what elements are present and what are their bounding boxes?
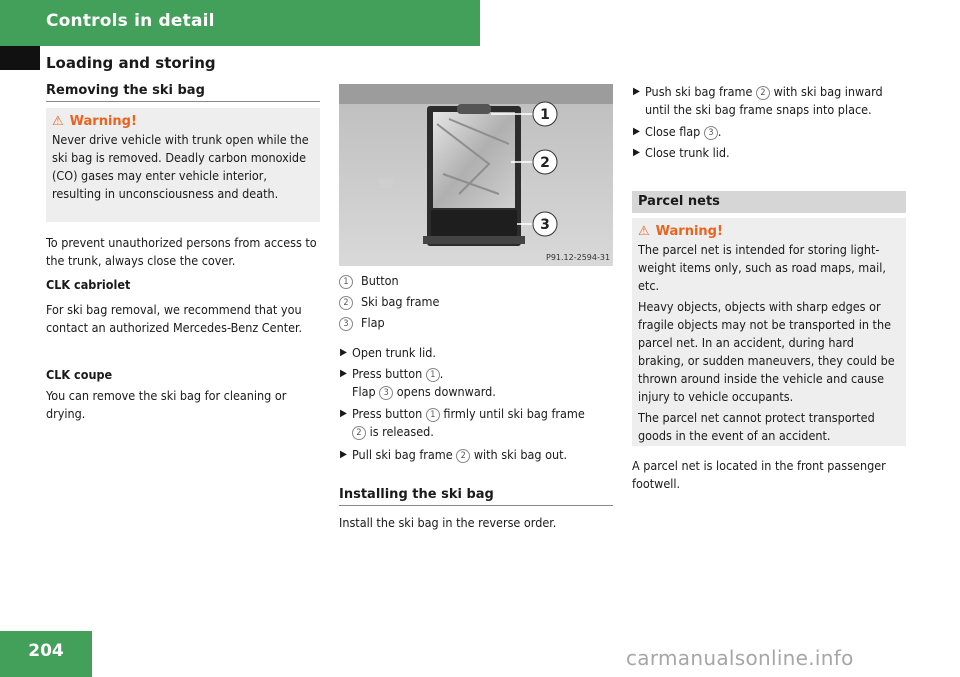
- callout-1: [533, 102, 557, 126]
- heading-removing-ski-bag: Removing the ski bag: [46, 83, 320, 102]
- callout-3: [533, 212, 557, 236]
- warning-triangle-icon: ⚠: [52, 114, 64, 129]
- warning-text: The parcel net is intended for storing light-weight items only, such as road maps, mail, etc.: [638, 242, 886, 293]
- step-close-trunk: ▶ Close trunk lid.: [633, 145, 730, 160]
- svg-text:1: 1: [540, 107, 550, 123]
- coupe-title: CLK coupe: [46, 367, 113, 382]
- watermark: carmanualsonline.info: [626, 646, 854, 670]
- step-pull-frame: ▶ Pull ski bag frame 2 with ski bag out.: [340, 447, 568, 462]
- ski-bag-photo: [339, 84, 613, 266]
- chapter-title: Controls in detail: [46, 11, 215, 31]
- warning-title: ⚠ Warning!: [638, 224, 723, 239]
- step-close-flap: ▶ Close flap 3 .: [633, 124, 722, 139]
- page-number-box: [0, 631, 92, 677]
- heading-installing-ski-bag: Installing the ski bag: [339, 487, 613, 506]
- svg-text:2: 2: [540, 155, 550, 171]
- cabriolet-text: For ski bag removal, we recommend that you contact an authorized Mercedes-Benz Center.: [46, 302, 303, 335]
- warning-text: Never drive vehicle with trunk open while the ski bag is removed. Deadly carbon monoxide (CO) gases may enter vehicle interior, resulting in unconsciousness and death.: [52, 132, 309, 201]
- step-press-firmly: ▶ Press button 1 firmly until ski bag frame 2 is released.: [340, 406, 585, 439]
- legend-item: 2 Ski bag frame: [339, 293, 439, 311]
- warning-box-parcel: [632, 218, 906, 446]
- figure-code: P91.12-2594-31: [546, 253, 611, 262]
- parcel-net-text: A parcel net is located in the front passenger footwell.: [632, 458, 886, 491]
- legend-item: 3 Flap: [339, 314, 385, 332]
- coupe-text: You can remove the ski bag for cleaning or drying.: [46, 388, 287, 421]
- warning-box-co: [46, 108, 320, 222]
- section-marker: [0, 46, 40, 70]
- chapter-header-bar: [0, 0, 480, 46]
- page-number: 204: [28, 641, 64, 661]
- legend-item: 1 Button: [339, 272, 399, 290]
- warning-text: Heavy objects, objects with sharp edges or fragile objects may not be transported in the parcel net. In an accident, during hard braking, or sudden maneuvers, they could be thrown around inside the vehicle and cause injury to vehicle occupants.: [638, 299, 895, 404]
- warning-triangle-icon: ⚠: [638, 224, 650, 239]
- step-press-button: ▶ Press button 1 . Flap 3 opens downward.: [340, 366, 496, 399]
- callout-2: [533, 150, 557, 174]
- warning-title: ⚠ Warning!: [52, 114, 137, 129]
- step-open-trunk: ▶ Open trunk lid.: [340, 345, 436, 360]
- cabriolet-title: CLK cabriolet: [46, 277, 131, 292]
- svg-text:3: 3: [540, 217, 550, 233]
- install-text: Install the ski bag in the reverse order.: [339, 515, 557, 530]
- warning-text: The parcel net cannot protect transported goods in the event of an accident.: [638, 410, 875, 443]
- section-title: Loading and storing: [46, 54, 216, 72]
- heading-parcel-nets: Parcel nets: [632, 191, 906, 213]
- step-push-frame: ▶ Push ski bag frame 2 with ski bag inward until the ski bag frame snaps into place.: [633, 84, 883, 117]
- intro-paragraph: To prevent unauthorized persons from access to the trunk, always close the cover.: [46, 235, 317, 268]
